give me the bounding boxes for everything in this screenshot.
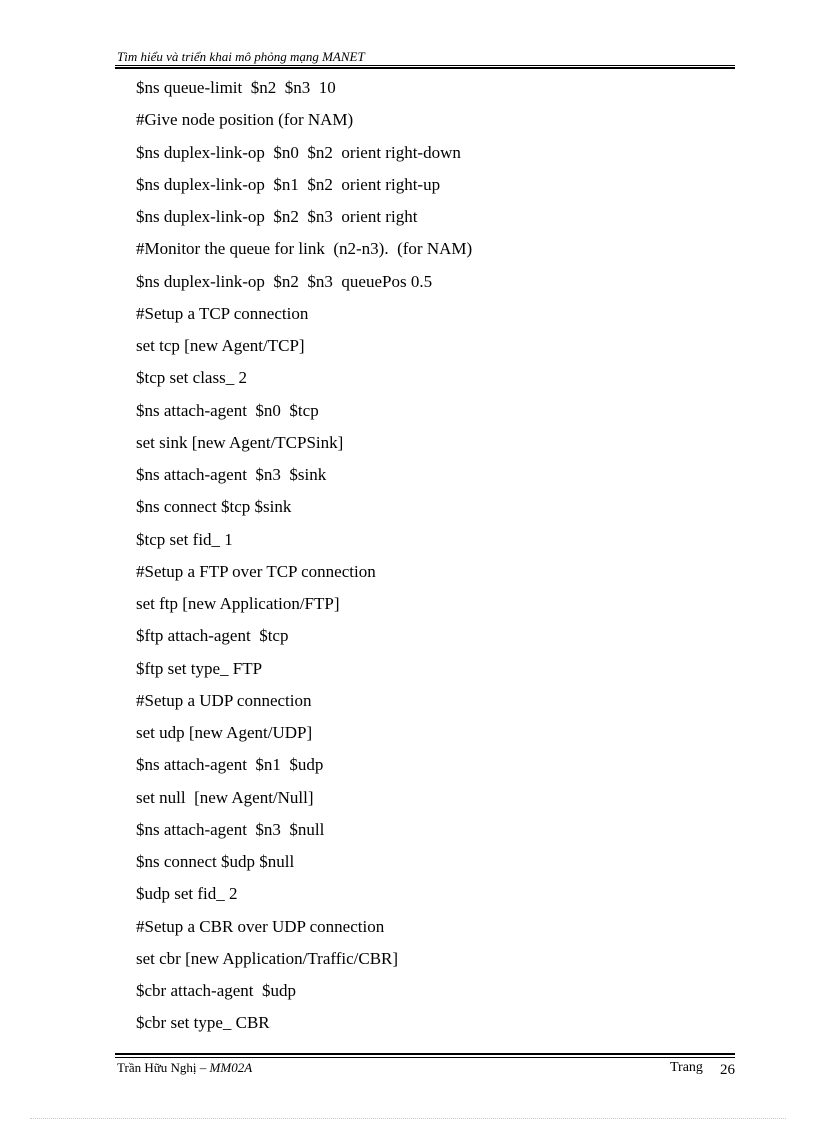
page-header	[115, 47, 735, 69]
code-line: #Setup a FTP over TCP connection	[136, 561, 376, 581]
code-line: $tcp set class_ 2	[136, 368, 247, 388]
code-line: #Setup a TCP connection	[136, 303, 309, 323]
code-line: $ns duplex-link-op $n0 $n2 orient right-down	[136, 142, 461, 162]
code-line: $ns connect $tcp $sink	[136, 497, 292, 517]
code-listing	[136, 75, 472, 1043]
header-rule	[115, 65, 735, 66]
code-line: $ftp attach-agent $tcp	[136, 626, 289, 646]
code-line: $ns connect $udp $null	[136, 852, 295, 871]
code-line: #Give node position (for NAM)	[136, 110, 354, 130]
code-line: $ns attach-agent $n0 $tcp	[136, 400, 319, 420]
code-line: $ns duplex-link-op $n2 $n3 orient right	[136, 207, 418, 226]
code-line: set udp [new Agent/UDP]	[136, 723, 313, 742]
code-line: $cbr set type_ CBR	[136, 1013, 270, 1033]
code-line: $ns attach-agent $n3 $sink	[136, 465, 327, 484]
code-line: $udp set fid_ 2	[136, 884, 238, 904]
code-line: $cbr attach-agent $udp	[136, 981, 297, 1000]
code-line: $ns attach-agent $n1 $udp	[136, 755, 324, 775]
code-line: set cbr [new Application/Traffic/CBR]	[136, 948, 399, 968]
code-line: #Setup a UDP connection	[136, 690, 312, 710]
code-line: #Monitor the queue for link (n2-n3). (for NAM)	[136, 239, 473, 259]
code-line: set null [new Agent/Null]	[136, 787, 314, 807]
footer-rule	[115, 1057, 735, 1058]
code-line: $ftp set type_ FTP	[136, 658, 263, 678]
page-footer	[115, 1053, 735, 1083]
code-line: $ns duplex-link-op $n2 $n3 queuePos 0.5	[136, 271, 433, 291]
page-edge-divider	[30, 1118, 786, 1119]
page-label: Trang	[670, 1060, 703, 1075]
code-line: set ftp [new Application/FTP]	[136, 594, 340, 613]
footer-rule-thick	[115, 1053, 735, 1055]
code-line: $tcp set fid_ 1	[136, 529, 233, 549]
code-line: set sink [new Agent/TCPSink]	[136, 432, 344, 452]
code-line: $ns attach-agent $n3 $null	[136, 819, 325, 839]
author-code: MM02A	[209, 1060, 253, 1075]
author-name: Trần Hữu Nghị –	[117, 1060, 210, 1075]
code-line: set tcp [new Agent/TCP]	[136, 336, 305, 355]
header-title: Tìm hiểu và triển khai mô phỏng mạng MANET	[117, 49, 365, 64]
header-rule-thick	[115, 67, 735, 69]
code-line: #Setup a CBR over UDP connection	[136, 916, 385, 936]
code-line: $ns duplex-link-op $n1 $n2 orient right-up	[136, 174, 441, 194]
footer-author	[117, 1060, 252, 1076]
page-number: 26	[720, 1062, 735, 1078]
code-line: $ns queue-limit $n2 $n3 10	[136, 78, 336, 97]
